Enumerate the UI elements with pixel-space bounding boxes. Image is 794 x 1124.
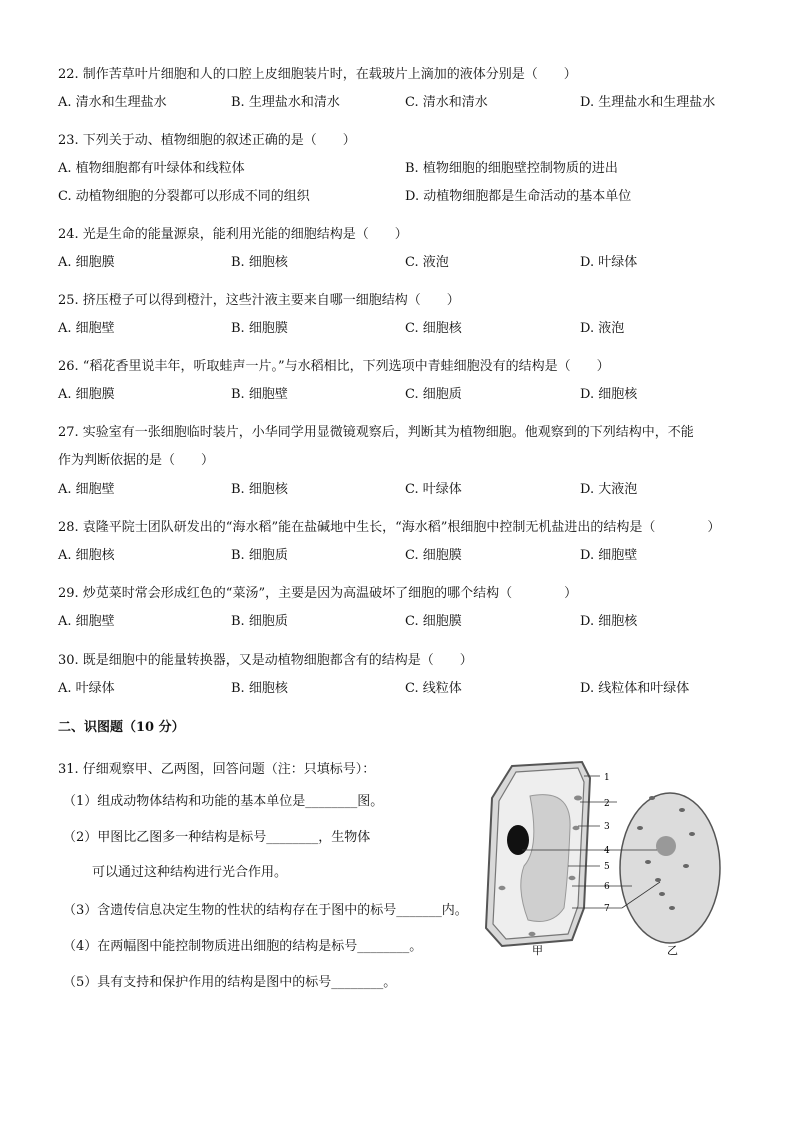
q29-option-a: A. 细胞壁 [58,614,115,629]
figure-label-6: 6 [604,882,610,892]
q30-option-a: A. 叶绿体 [58,681,115,696]
q29-option-b: B. 细胞质 [231,614,288,629]
q26-option-c: C. 细胞质 [405,387,462,402]
figure-label-5: 5 [604,862,610,872]
q22-option-b: B. 生理盐水和清水 [231,95,340,110]
question-23-stem: 23. 下列关于动、植物细胞的叙述正确的是（ ） [58,133,356,148]
q30-option-d: D. 线粒体和叶绿体 [580,681,690,696]
q25-option-b: B. 细胞膜 [231,321,288,336]
question-27-stem-line2: 作为判断依据的是（ ） [58,453,215,468]
q24-option-d: D. 叶绿体 [580,255,638,270]
q31-sub-4: （4）在两幅图中能控制物质进出细胞的结构是标号________。 [63,939,423,954]
q23-option-c: C. 动植物细胞的分裂都可以形成不同的组织 [58,189,310,204]
figure-label-4: 4 [604,846,610,856]
q23-option-d: D. 动植物细胞都是生命活动的基本单位 [405,189,632,204]
q27-option-a: A. 细胞壁 [58,482,115,497]
animal-nucleus [656,836,676,856]
question-26-stem: 26. “稻花香里说丰年，听取蛙声一片。”与水稻相比，下列选项中青蛙细胞没有的结构是（ ） [58,359,610,374]
q29-option-c: C. 细胞膜 [405,614,462,629]
question-28-stem: 28. 袁隆平院士团队研发出的“海水稻”能在盐碱地中生长，“海水稻”根细胞中控制无机盐进出的结构是（ ） [58,520,721,535]
q28-option-c: C. 细胞膜 [405,548,462,563]
question-25-stem: 25. 挤压橙子可以得到橙汁，这些汁液主要来自哪一细胞结构（ ） [58,293,460,308]
cell-diagram [472,758,734,958]
figure-caption-yi: 乙 [667,944,678,957]
question-30-stem: 30. 既是细胞中的能量转换器，又是动植物细胞都含有的结构是（ ） [58,653,473,668]
q26-option-a: A. 细胞膜 [58,387,115,402]
section-2-title: 二、识图题（10 分） [58,720,185,735]
q31-sub-3: （3）含遗传信息决定生物的性状的结构存在于图中的标号_______内。 [63,903,468,918]
q25-option-c: C. 细胞核 [405,321,462,336]
q28-option-d: D. 细胞壁 [580,548,638,563]
figure-label-3: 3 [604,822,610,832]
question-27-stem-line1: 27. 实验室有一张细胞临时装片，小华同学用显微镜观察后，判断其为植物细胞。他观察到的下列结构中，不能 [58,425,694,440]
q31-sub-1: （1）组成动物体结构和功能的基本单位是________图。 [63,794,384,809]
q25-option-d: D. 液泡 [580,321,625,336]
question-31-stem: 31. 仔细观察甲、乙两图，回答问题（注：只填标号）： [58,762,376,777]
q24-option-c: C. 液泡 [405,255,449,270]
figure-label-7: 7 [604,904,610,914]
q28-option-b: B. 细胞质 [231,548,288,563]
figure-label-1: 1 [604,773,610,783]
q23-option-b: B. 植物细胞的细胞壁控制物质的进出 [405,161,618,176]
q28-option-a: A. 细胞核 [58,548,115,563]
q25-option-a: A. 细胞壁 [58,321,115,336]
q24-option-a: A. 细胞膜 [58,255,115,270]
q26-option-d: D. 细胞核 [580,387,638,402]
q27-option-d: D. 大液泡 [580,482,638,497]
q27-option-c: C. 叶绿体 [405,482,462,497]
q26-option-b: B. 细胞壁 [231,387,288,402]
q30-option-c: C. 线粒体 [405,681,462,696]
q31-sub-5: （5）具有支持和保护作用的结构是图中的标号________。 [63,975,397,990]
q22-option-a: A. 清水和生理盐水 [58,95,167,110]
animal-cell-membrane [620,793,720,943]
q27-option-b: B. 细胞核 [231,482,288,497]
q29-option-d: D. 细胞核 [580,614,638,629]
q31-sub-2-line1: （2）甲图比乙图多一种结构是标号________，生物体 [63,830,371,845]
q23-option-a: A. 植物细胞都有叶绿体和线粒体 [58,161,245,176]
question-24-stem: 24. 光是生命的能量源泉，能利用光能的细胞结构是（ ） [58,227,408,242]
plant-nucleus [507,825,529,855]
q24-option-b: B. 细胞核 [231,255,288,270]
q22-option-d: D. 生理盐水和生理盐水 [580,95,716,110]
q30-option-b: B. 细胞核 [231,681,288,696]
q31-sub-2-line2: 可以通过这种结构进行光合作用。 [92,865,288,880]
question-22-stem: 22. 制作苦草叶片细胞和人的口腔上皮细胞装片时，在载玻片上滴加的液体分别是（ ） [58,67,577,82]
question-29-stem: 29. 炒苋菜时常会形成红色的“菜汤”，主要是因为高温破坏了细胞的哪个结构（ ） [58,586,578,601]
q22-option-c: C. 清水和清水 [405,95,488,110]
figure-label-2: 2 [604,799,610,809]
figure-caption-jia: 甲 [532,944,543,957]
